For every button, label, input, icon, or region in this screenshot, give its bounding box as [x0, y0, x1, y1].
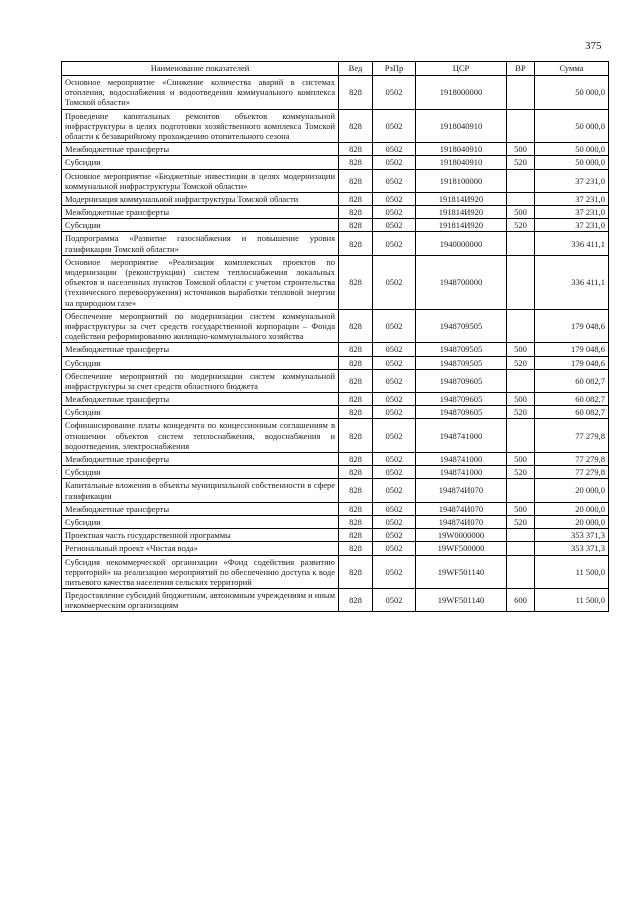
- cell-sum: 353 371,3: [535, 542, 609, 555]
- table-row: [62, 589, 609, 612]
- cell-name: Межбюджетные трансферты: [62, 206, 339, 219]
- table-row: [62, 479, 609, 502]
- cell-sum: 60 082,7: [535, 393, 609, 406]
- cell-ved: 828: [339, 369, 373, 392]
- cell-sum: 50 000,0: [535, 109, 609, 143]
- cell-vr: [507, 529, 535, 542]
- table-row: [62, 369, 609, 392]
- cell-name: Софинансирование платы концедента по концессионным соглашениям в отношении объектов систем теплоснабжения, водоснабжения и водоотведения, электроснабжения: [62, 419, 339, 453]
- cell-rzpr: 0502: [373, 232, 416, 255]
- cell-csr: 1948709605: [416, 369, 507, 392]
- cell-sum: 60 082,7: [535, 369, 609, 392]
- cell-sum: 11 500,0: [535, 589, 609, 612]
- cell-name: Межбюджетные трансферты: [62, 143, 339, 156]
- cell-vr: [507, 169, 535, 192]
- cell-rzpr: 0502: [373, 479, 416, 502]
- cell-csr: 1918100000: [416, 169, 507, 192]
- cell-ved: 828: [339, 555, 373, 589]
- cell-ved: 828: [339, 232, 373, 255]
- cell-name: Проектная часть государственной программы: [62, 529, 339, 542]
- cell-rzpr: 0502: [373, 309, 416, 343]
- cell-vr: 500: [507, 343, 535, 356]
- cell-vr: 520: [507, 219, 535, 232]
- table-row: [62, 206, 609, 219]
- cell-rzpr: 0502: [373, 419, 416, 453]
- cell-name: Обеспечение мероприятий по модернизации систем коммунальной инфраструктуры за счет средств государственной корпорации – Фонда содействия реформированию жилищно-коммунального хозяйства: [62, 309, 339, 343]
- cell-ved: 828: [339, 206, 373, 219]
- page-number: 375: [585, 40, 602, 52]
- cell-csr: 1918040910: [416, 109, 507, 143]
- table-row: [62, 419, 609, 453]
- cell-rzpr: 0502: [373, 515, 416, 528]
- cell-ved: 828: [339, 406, 373, 419]
- table-row: [62, 466, 609, 479]
- table-row: [62, 232, 609, 255]
- table-row: [62, 502, 609, 515]
- cell-rzpr: 0502: [373, 393, 416, 406]
- cell-ved: 828: [339, 109, 373, 143]
- cell-vr: 520: [507, 466, 535, 479]
- table-row: [62, 156, 609, 169]
- cell-sum: 20 000,0: [535, 502, 609, 515]
- cell-rzpr: 0502: [373, 143, 416, 156]
- cell-ved: 828: [339, 529, 373, 542]
- cell-vr: 500: [507, 393, 535, 406]
- cell-csr: 19WF501140: [416, 589, 507, 612]
- cell-vr: 500: [507, 453, 535, 466]
- cell-csr: 191814И920: [416, 206, 507, 219]
- header-name: Наименование показателей: [62, 62, 339, 76]
- cell-name: Проведение капитальных ремонтов объектов коммунальной инфраструктуры в целях подготовки хозяйственного комплекса Томской области к безаварийному прохождению отопительного сезона: [62, 109, 339, 143]
- cell-rzpr: 0502: [373, 453, 416, 466]
- cell-vr: 520: [507, 156, 535, 169]
- cell-sum: 37 231,0: [535, 169, 609, 192]
- cell-rzpr: 0502: [373, 219, 416, 232]
- cell-name: Субсидии: [62, 219, 339, 232]
- cell-name: Субсидии: [62, 406, 339, 419]
- table-row: [62, 169, 609, 192]
- cell-name: Региональный проект «Чистая вода»: [62, 542, 339, 555]
- cell-rzpr: 0502: [373, 206, 416, 219]
- cell-rzpr: 0502: [373, 343, 416, 356]
- cell-sum: 77 279,8: [535, 453, 609, 466]
- cell-name: Капитальные вложения в объекты муниципальной собственности в сфере газификации: [62, 479, 339, 502]
- cell-vr: [507, 542, 535, 555]
- cell-name: Субсидии: [62, 156, 339, 169]
- cell-sum: 179 048,6: [535, 343, 609, 356]
- cell-rzpr: 0502: [373, 406, 416, 419]
- cell-name: Межбюджетные трансферты: [62, 393, 339, 406]
- cell-name: Межбюджетные трансферты: [62, 453, 339, 466]
- cell-name: Межбюджетные трансферты: [62, 502, 339, 515]
- cell-sum: 77 279,8: [535, 419, 609, 453]
- cell-sum: 60 082,7: [535, 406, 609, 419]
- cell-csr: 1918000000: [416, 76, 507, 110]
- cell-vr: [507, 419, 535, 453]
- cell-csr: 1948741000: [416, 453, 507, 466]
- table-row: [62, 343, 609, 356]
- cell-name: Предоставление субсидий бюджетным, автономным учреждениям и иным некоммерческим организациям: [62, 589, 339, 612]
- cell-sum: 336 411,1: [535, 232, 609, 255]
- cell-csr: 194874И070: [416, 479, 507, 502]
- cell-ved: 828: [339, 542, 373, 555]
- table-row: [62, 542, 609, 555]
- cell-sum: 50 000,0: [535, 76, 609, 110]
- cell-vr: 500: [507, 206, 535, 219]
- cell-sum: 179 048,6: [535, 309, 609, 343]
- cell-rzpr: 0502: [373, 156, 416, 169]
- cell-sum: 37 231,0: [535, 206, 609, 219]
- cell-name: Субсидии: [62, 515, 339, 528]
- table-row: [62, 453, 609, 466]
- header-vr: ВР: [507, 62, 535, 76]
- cell-rzpr: 0502: [373, 529, 416, 542]
- cell-csr: 1948700000: [416, 255, 507, 309]
- cell-rzpr: 0502: [373, 76, 416, 110]
- cell-rzpr: 0502: [373, 356, 416, 369]
- cell-ved: 828: [339, 466, 373, 479]
- cell-name: Основное мероприятие «Бюджетные инвестиции в целях модернизации коммунальной инфраструктуры Томской области»: [62, 169, 339, 192]
- cell-sum: 179 048,6: [535, 356, 609, 369]
- table-row: [62, 143, 609, 156]
- cell-ved: 828: [339, 356, 373, 369]
- cell-rzpr: 0502: [373, 369, 416, 392]
- table-row: [62, 109, 609, 143]
- cell-vr: 520: [507, 406, 535, 419]
- cell-csr: 191814И920: [416, 192, 507, 205]
- cell-csr: 1948709605: [416, 393, 507, 406]
- cell-name: Подпрограмма «Развитие газоснабжения и повышение уровня газификации Томской области»: [62, 232, 339, 255]
- cell-ved: 828: [339, 393, 373, 406]
- header-ved: Вед: [339, 62, 373, 76]
- cell-sum: 50 000,0: [535, 143, 609, 156]
- cell-rzpr: 0502: [373, 192, 416, 205]
- cell-ved: 828: [339, 143, 373, 156]
- budget-table: [61, 61, 609, 612]
- cell-vr: 520: [507, 356, 535, 369]
- cell-vr: [507, 309, 535, 343]
- table-row: [62, 406, 609, 419]
- table-row: [62, 255, 609, 309]
- cell-csr: 194874И070: [416, 515, 507, 528]
- table-row: [62, 76, 609, 110]
- cell-rzpr: 0502: [373, 589, 416, 612]
- cell-csr: 1948709505: [416, 343, 507, 356]
- cell-csr: 191814И920: [416, 219, 507, 232]
- cell-ved: 828: [339, 515, 373, 528]
- cell-rzpr: 0502: [373, 255, 416, 309]
- cell-name: Модернизация коммунальной инфраструктуры Томской области: [62, 192, 339, 205]
- table-row: [62, 356, 609, 369]
- cell-sum: 353 371,3: [535, 529, 609, 542]
- table-row: [62, 555, 609, 589]
- cell-csr: 1918040910: [416, 156, 507, 169]
- cell-name: Основное мероприятие «Реализация комплексных проектов по модернизации (реконструкции) систем теплоснабжения локальных объектов и населенных пунктов Томской области с учетом строительства (технического перевооружения) источников выработки тепловой энергии на природном газе»: [62, 255, 339, 309]
- cell-ved: 828: [339, 479, 373, 502]
- table-row: [62, 192, 609, 205]
- cell-ved: 828: [339, 343, 373, 356]
- cell-ved: 828: [339, 192, 373, 205]
- cell-vr: 600: [507, 589, 535, 612]
- cell-sum: 37 231,0: [535, 219, 609, 232]
- table-row: [62, 309, 609, 343]
- cell-csr: 19W0000000: [416, 529, 507, 542]
- header-rzpr: РзПр: [373, 62, 416, 76]
- cell-csr: 19WF501140: [416, 555, 507, 589]
- cell-ved: 828: [339, 76, 373, 110]
- cell-rzpr: 0502: [373, 109, 416, 143]
- cell-rzpr: 0502: [373, 542, 416, 555]
- cell-csr: 1948709505: [416, 309, 507, 343]
- cell-sum: 336 411,1: [535, 255, 609, 309]
- cell-vr: [507, 109, 535, 143]
- cell-vr: [507, 479, 535, 502]
- cell-sum: 37 231,0: [535, 192, 609, 205]
- cell-csr: 1948709505: [416, 356, 507, 369]
- cell-vr: [507, 232, 535, 255]
- header-csr: ЦСР: [416, 62, 507, 76]
- cell-name: Обеспечение мероприятий по модернизации систем коммунальной инфраструктуры за счет средств областного бюджета: [62, 369, 339, 392]
- cell-ved: 828: [339, 419, 373, 453]
- cell-vr: [507, 76, 535, 110]
- cell-ved: 828: [339, 219, 373, 232]
- cell-rzpr: 0502: [373, 466, 416, 479]
- cell-vr: 500: [507, 143, 535, 156]
- cell-name: Субсидия некоммерческой организации «Фонд содействия развитию территорий» на реализацию мероприятий по обеспечению доступа к воде питьевого качества населения сельских территорий: [62, 555, 339, 589]
- cell-vr: [507, 192, 535, 205]
- table-row: [62, 393, 609, 406]
- cell-sum: 20 000,0: [535, 479, 609, 502]
- table-header-row: [62, 62, 609, 76]
- table-row: [62, 529, 609, 542]
- cell-ved: 828: [339, 502, 373, 515]
- cell-rzpr: 0502: [373, 169, 416, 192]
- cell-sum: 50 000,0: [535, 156, 609, 169]
- cell-csr: 1948709605: [416, 406, 507, 419]
- cell-rzpr: 0502: [373, 502, 416, 515]
- cell-csr: 19WF500000: [416, 542, 507, 555]
- cell-vr: [507, 369, 535, 392]
- cell-sum: 20 000,0: [535, 515, 609, 528]
- cell-ved: 828: [339, 156, 373, 169]
- cell-ved: 828: [339, 169, 373, 192]
- cell-rzpr: 0502: [373, 555, 416, 589]
- cell-ved: 828: [339, 453, 373, 466]
- cell-sum: 11 500,0: [535, 555, 609, 589]
- cell-name: Основное мероприятие «Снижение количества аварий в системах отопления, водоснабжения и водоотведения коммунального комплекса Томской области»: [62, 76, 339, 110]
- cell-name: Межбюджетные трансферты: [62, 343, 339, 356]
- cell-vr: 520: [507, 515, 535, 528]
- cell-name: Субсидии: [62, 466, 339, 479]
- cell-vr: [507, 255, 535, 309]
- table-row: [62, 219, 609, 232]
- header-sum: Сумма: [535, 62, 609, 76]
- cell-csr: 1948741000: [416, 419, 507, 453]
- cell-ved: 828: [339, 309, 373, 343]
- cell-ved: 828: [339, 255, 373, 309]
- cell-vr: 500: [507, 502, 535, 515]
- cell-ved: 828: [339, 589, 373, 612]
- cell-sum: 77 279,8: [535, 466, 609, 479]
- cell-csr: 1918040910: [416, 143, 507, 156]
- table-row: [62, 515, 609, 528]
- cell-csr: 1948741000: [416, 466, 507, 479]
- cell-vr: [507, 555, 535, 589]
- cell-name: Субсидии: [62, 356, 339, 369]
- cell-csr: 1940000000: [416, 232, 507, 255]
- cell-csr: 194874И070: [416, 502, 507, 515]
